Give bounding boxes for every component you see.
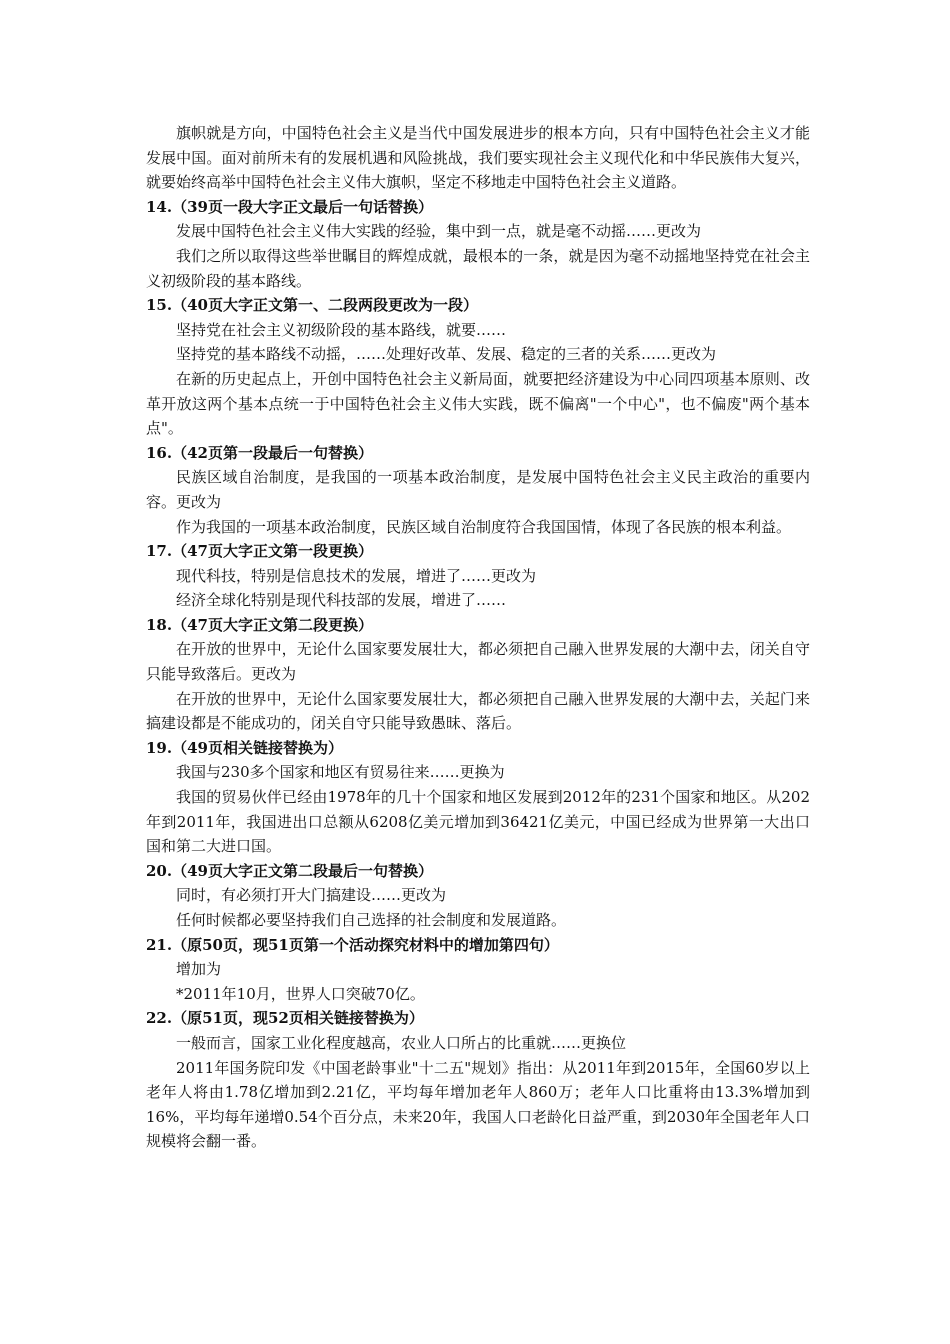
paragraph: 作为我国的一项基本政治制度，民族区域自治制度符合我国国情，体现了各民族的根本利益。 [176, 517, 792, 536]
paragraph: 在新的历史起点上，开创中国特色社会主义新局面，就要把经济建设为中心同四项基本原则、改革开放这两个基本点统一于中国特色社会主义伟大实践，既不偏离"一个中心"，也不偏废"两个基本点"。 [146, 369, 810, 438]
paragraph: 我国的贸易伙伴已经由1978年的几十个国家和地区发展到2012年的231个国家和地区。从202年到2011年，我国进出口总额从6208亿美元增加到36421亿美元，中国已经成为世界第一大出口国和第二大进口国。 [146, 788, 810, 856]
document-page [146, 121, 810, 1154]
paragraph: 任何时候都必要坚持我们自己选择的社会制度和发展道路。 [176, 911, 567, 929]
section-heading-18: 18.（47页大字正文第二段更换） [146, 615, 373, 634]
section-heading-20: 20.（49页大字正文第二段最后一句替换） [146, 861, 433, 880]
paragraph: 增加为 [176, 960, 222, 979]
section-heading-19: 19.（49页相关链接替换为） [146, 738, 343, 757]
section-heading-22: 22.（原51页，现52页相关链接替换为） [146, 1009, 424, 1028]
paragraph: 坚持党在社会主义初级阶段的基本路线，就要…… [176, 320, 507, 339]
paragraph: 旗帜就是方向，中国特色社会主义是当代中国发展进步的根本方向，只有中国特色社会主义才能发展中国。面对前所未有的发展机遇和风险挑战，我们要实现社会主义现代化和中华民族伟大复兴，就要始终高举中国特色社会主义伟大旗帜，坚定不移地走中国特色社会主义道路。 [146, 124, 810, 192]
section-heading-14: 14.（39页一段大字正文最后一句话替换） [146, 197, 433, 216]
paragraph: 在开放的世界中，无论什么国家要发展壮大，都必须把自己融入世界发展的大潮中去，闭关自守只能导致落后。更改为 [146, 640, 810, 684]
paragraph: 我们之所以取得这些举世瞩目的辉煌成就，最根本的一条，就是因为毫不动摇地坚持党在社会主义初级阶段的基本路线。 [146, 246, 810, 290]
section-heading-17: 17.（47页大字正文第一段更换） [146, 542, 373, 561]
paragraph: 我国与230多个国家和地区有贸易往来……更换为 [176, 763, 505, 782]
paragraph: *2011年10月，世界人口突破70亿。 [176, 984, 425, 1003]
section-heading-21: 21.（原50页，现51页第一个活动探究材料中的增加第四句） [146, 935, 559, 954]
section-heading-15: 15.（40页大字正文第一、二段两段更改为一段） [146, 296, 478, 315]
paragraph: 民族区域自治制度，是我国的一项基本政治制度，是发展中国特色社会主义民主政治的重要内容。更改为 [146, 468, 810, 511]
paragraph: 坚持党的基本路线不动摇，……处理好改革、发展、稳定的三者的关系……更改为 [176, 345, 717, 364]
paragraph: 在开放的世界中，无论什么国家要发展壮大，都必须把自己融入世界发展的大潮中去，关起门来搞建设都是不能成功的，闭关自守只能导致愚昧、落后。 [146, 689, 810, 733]
paragraph: 同时，有必须打开大门搞建设……更改为 [176, 886, 447, 905]
section-heading-16: 16.（42页第一段最后一句替换） [146, 443, 373, 462]
paragraph: 发展中国特色社会主义伟大实践的经验，集中到一点，就是毫不动摇……更改为 [176, 222, 702, 241]
paragraph: 现代科技，特别是信息技术的发展，增进了……更改为 [176, 566, 537, 585]
paragraph: 2011年国务院印发《中国老龄事业"十二五"规划》指出：从2011年到2015年，全国60岁以上老年人将由1.78亿增加到2.21亿，平均每年增加老年人860万；老年人口比重将由13.3%增加到16%，平均每年递增0.54个百分点，未来20年，我国人口老龄化日益严重，到2030年全国老年人口规模将会翻一番。 [146, 1058, 811, 1151]
paragraph: 一般而言，国家工业化程度越高，农业人口所占的比重就……更换位 [176, 1033, 627, 1052]
paragraph: 经济全球化特别是现代科技部的发展，增进了…… [176, 591, 507, 610]
